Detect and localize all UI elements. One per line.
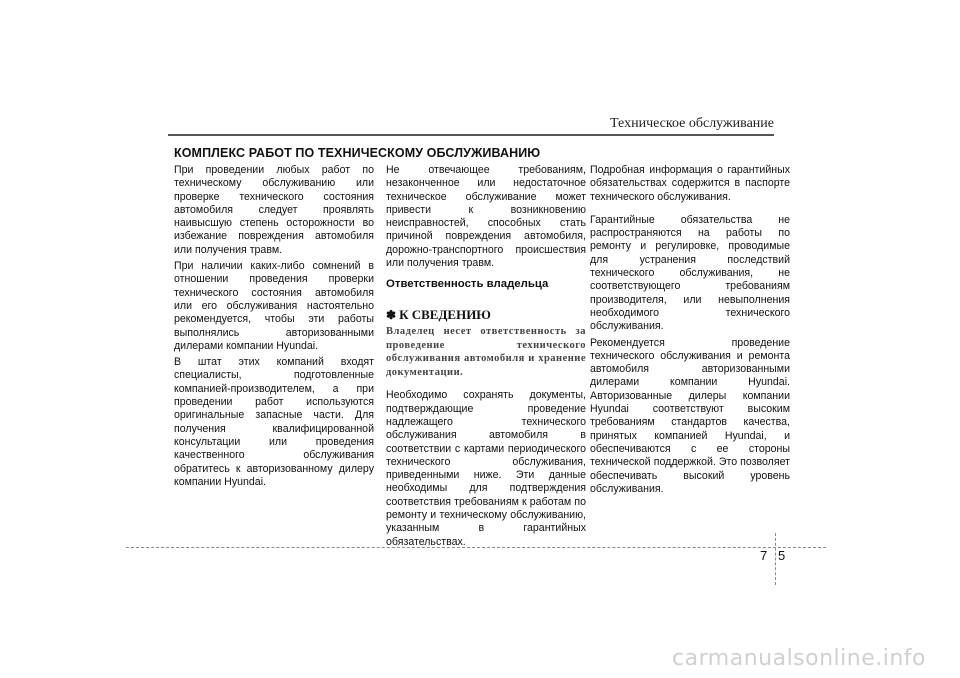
- page-number-divider: [775, 533, 776, 585]
- text-column-3: [590, 164, 790, 499]
- paragraph: Рекомендуется проведение технического обслуживания и ремонта автомобиля авторизованными дилерами компании Hyundai. Авторизованные дилеры компании Hyundai соответствуют высоким требованиям стандартов качества, принятых компанией Hyundai, и обеспечиваются с ее стороны технической поддержкой. Это позволяет обеспечивать высокий уровень обслуживания.: [590, 336, 790, 495]
- text-column-2: [386, 164, 586, 552]
- footer-divider: [126, 547, 826, 548]
- note-title: [386, 308, 586, 322]
- header-rule: [168, 134, 774, 136]
- chapter-number: 7: [760, 548, 768, 563]
- paragraph: В штат этих компаний входят специалисты, подготовленные компанией-производителем, а при проведении работ используются оригинальные запасные части. Для получения квалифицированной консультации или проведения качественного обслуживания обратитесь к авторизованному дилеру компании Hyundai.: [174, 356, 374, 488]
- note-title-text: К СВЕДЕНИЮ: [399, 306, 491, 322]
- paragraph: Подробная информация о гарантийных обязательствах содержится в паспорте технического обслуживания.: [590, 164, 790, 203]
- page-number: 5: [778, 548, 786, 563]
- paragraph: При наличии каких-либо сомнений в отношении проведения проверки технического состояния автомобиля или его обслуживания настоятельно рекомендуется, чтобы эти работы выполнялись авторизованными дилерами компании Hyundai.: [174, 260, 374, 352]
- paragraph: Необходимо сохранять документы, подтверждающие проведение надлежащего технического обслуживания автомобиля в соответствии с картами периодического технического обслуживания, приведенными ниже. Эти данные необходимы для подтверждения соответствия требованиям к работам по ремонту и техническому обслуживанию, указанным в гарантийных обязательствах.: [386, 389, 586, 548]
- section-title: КОМПЛЕКС РАБОТ ПО ТЕХНИЧЕСКОМУ ОБСЛУЖИВАНИЮ: [174, 146, 541, 160]
- paragraph: Не отвечающее требованиям, незаконченное или недостаточное техническое обслуживание может привести к возникновению неисправностей, способных стать причиной повреждения автомобиля, дорожно-транспортного происшествия или получения травм.: [386, 164, 586, 270]
- subheading: Ответственность владельца: [386, 278, 549, 291]
- watermark: carmanualsonline.info: [672, 646, 926, 671]
- note-body: Владелец несет ответственность за проведение технического обслуживания автомобиля и хранение документации.: [386, 325, 586, 378]
- asterisk-icon: ✽: [386, 307, 397, 322]
- paragraph: Гарантийные обязательства не распространяются на работы по ремонту и регулировке, проводимые для устранения последствий технического обслуживания, не соответствующего требованиям производителя, или невыполнения необходимого технического обслуживания.: [590, 213, 790, 333]
- paragraph: При проведении любых работ по техническому обслуживанию или проверке технического состояния автомобиля следует проявлять наивысшую степень осторожности во избежание повреждения автомобиля или получения травм.: [174, 164, 374, 256]
- text-column-1: [174, 164, 374, 492]
- running-header-title: Техническое обслуживание: [610, 116, 774, 131]
